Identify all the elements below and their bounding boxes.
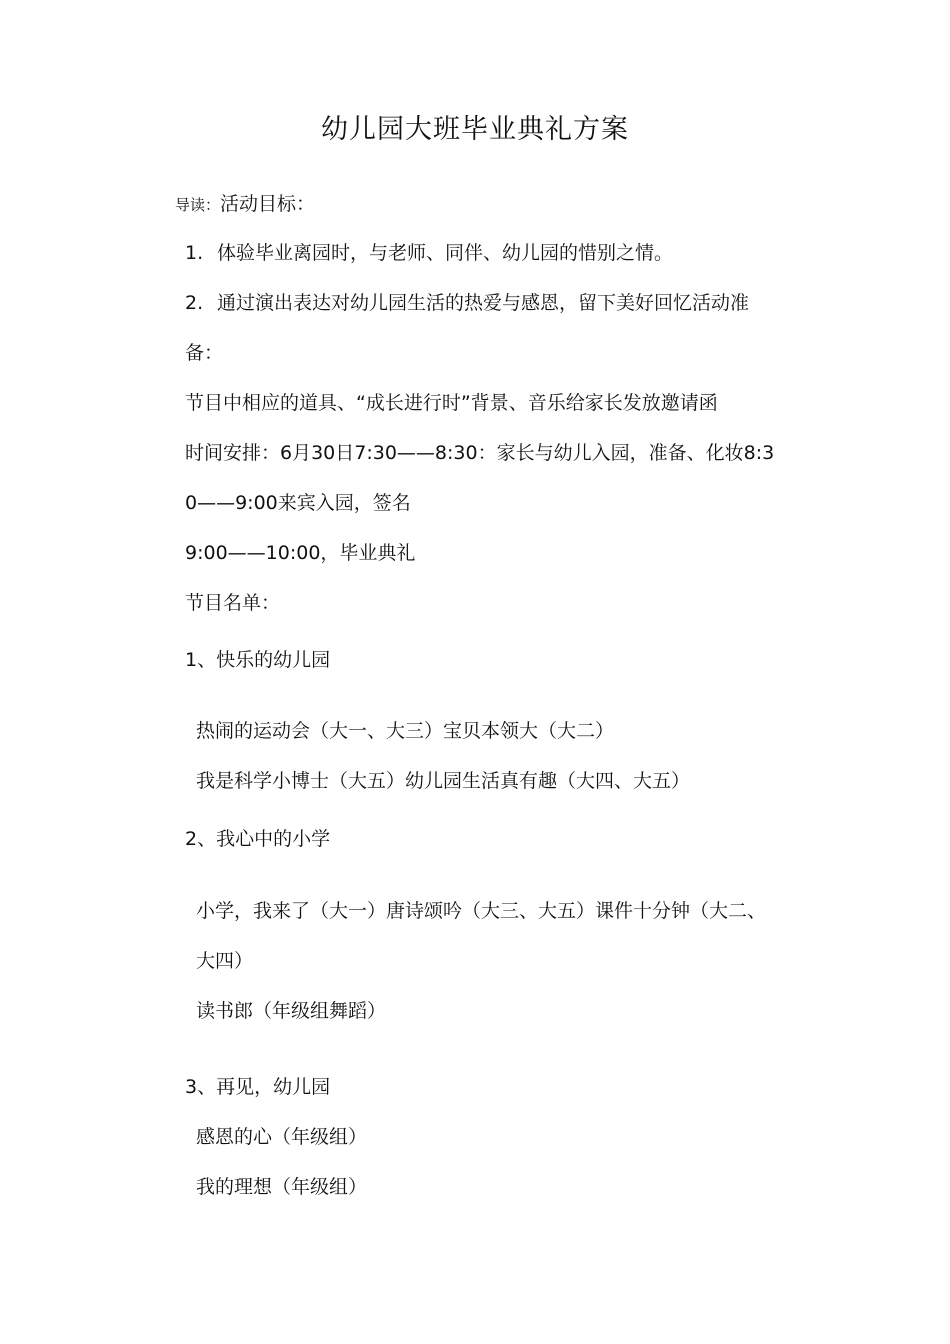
goal-text: 通过演出表达对幼儿园生活的热爱与感恩，留下美好回忆活动准 xyxy=(217,292,750,314)
section-1-item: 热闹的运动会（大一、大三）宝贝本领大（大二） xyxy=(196,720,615,742)
section-2-title: 2、我心中的小学 xyxy=(185,828,331,850)
goal-item-2 xyxy=(185,291,749,315)
goal-text: 体验毕业离园时，与老师、同伴、幼儿园的惜别之情。 xyxy=(217,242,674,264)
schedule-line-2: 0——9:00来宾入园，签名 xyxy=(185,492,411,514)
schedule-line-3: 9:00——10:00，毕业典礼 xyxy=(185,542,416,564)
program-heading: 节目名单： xyxy=(185,592,281,614)
section-3-item: 我的理想（年级组） xyxy=(196,1176,368,1198)
section-3-title: 3、再见，幼儿园 xyxy=(185,1076,331,1098)
props-line: 节目中相应的道具、“成长进行时”背景、音乐给家长发放邀请函 xyxy=(185,392,718,414)
section-2-item-continuation: 大四） xyxy=(196,950,254,972)
goal-number: 2. xyxy=(185,292,204,314)
intro-prefix: 导读： xyxy=(175,196,221,214)
section-2-item: 读书郎（年级组舞蹈） xyxy=(196,1000,387,1022)
section-1-title: 1、快乐的幼儿园 xyxy=(185,649,331,671)
intro-heading: 活动目标： xyxy=(220,193,316,215)
goal-number: 1. xyxy=(185,242,204,264)
schedule-line-1: 时间安排：6月30日7:30——8:30：家长与幼儿入园，准备、化妆8:3 xyxy=(185,442,775,464)
section-1-item: 我是科学小博士（大五）幼儿园生活真有趣（大四、大五） xyxy=(196,770,691,792)
section-3-item: 感恩的心（年级组） xyxy=(196,1126,368,1148)
goal-item-1 xyxy=(185,241,673,265)
goal-item-2-continuation: 备： xyxy=(185,342,224,364)
intro-line xyxy=(175,192,315,217)
section-2-item: 小学，我来了（大一）唐诗颂吟（大三、大五）课件十分钟（大二、 xyxy=(196,900,767,922)
document-title: 幼儿园大班毕业典礼方案 xyxy=(321,114,629,145)
